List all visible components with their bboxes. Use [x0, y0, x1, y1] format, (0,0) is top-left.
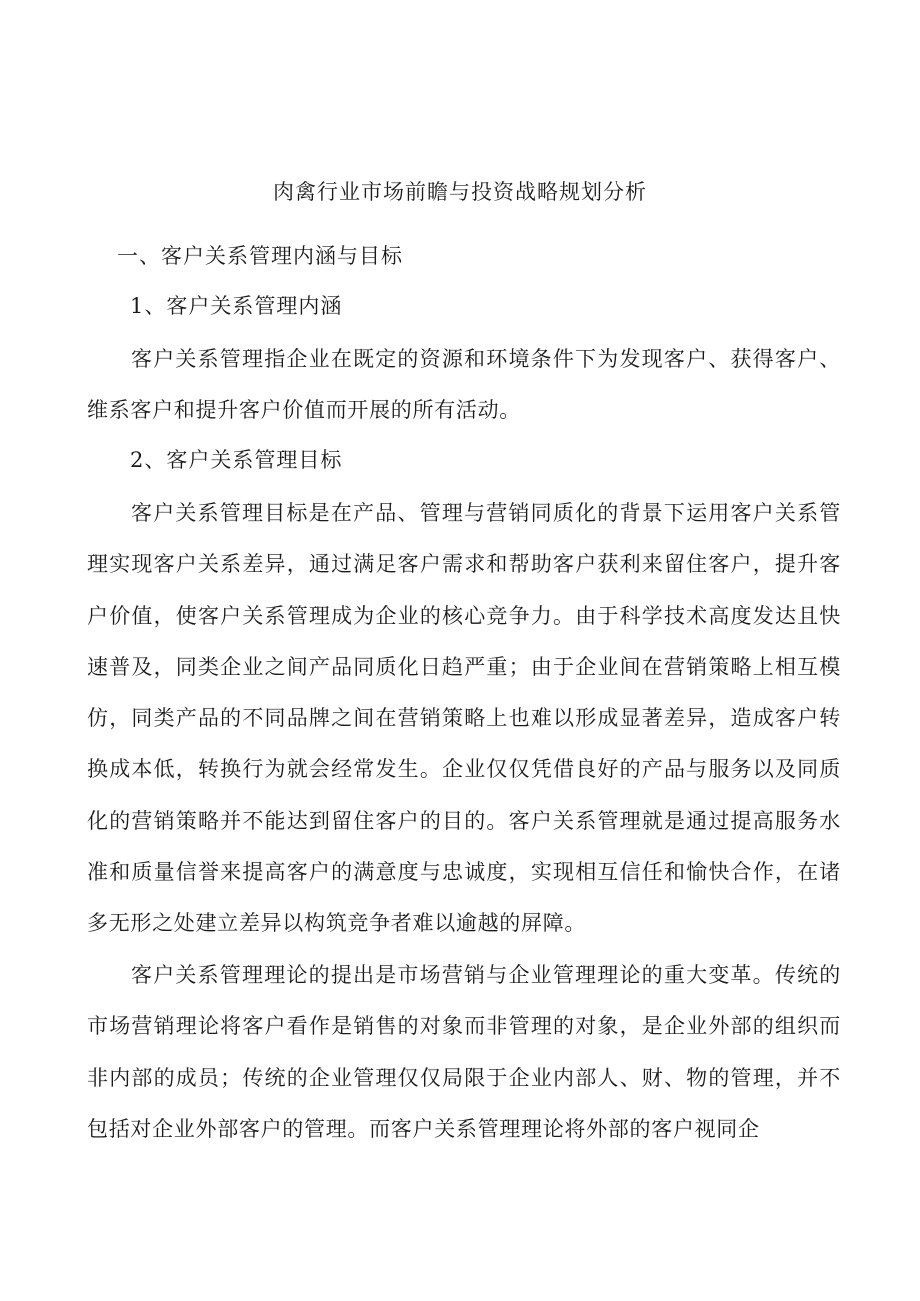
paragraph-definition: 客户关系管理指企业在既定的资源和环境条件下为发现客户、获得客户、维系客户和提升客户价值而开展的所有活动。 — [87, 347, 841, 423]
paragraph-theory: 客户关系管理理论的提出是市场营销与企业管理理论的重大变革。传统的市场营销理论将客户看作是销售的对象而非管理的对象，是企业外部的组织而非内部的成员；传统的企业管理仅仅局限于企业内部人、财、物的管理，并不包括对企业外部客户的管理。而客户关系管理理论将外部的客户视同企 — [87, 963, 841, 1141]
paragraph-objectives: 客户关系管理目标是在产品、管理与营销同质化的背景下运用客户关系管理实现客户关系差异，通过满足客户需求和帮助客户获利来留住客户，提升客户价值，使客户关系管理成为企业的核心竞争力。由于科学技术高度发达且快速普及，同类企业之间产品同质化日趋严重；由于企业间在营销策略上相互模仿，同类产品的不同品牌之间在营销策略上也难以形成显著差异，造成客户转换成本低，转换行为就会经常发生。企业仅仅凭借良好的产品与服务以及同质化的营销策略并不能达到留住客户的目的。客户关系管理就是通过提高服务水准和质量信誉来提高客户的满意度与忠诚度，实现相互信任和愉快合作，在诸多无形之处建立差异以构筑竞争者难以逾越的屏障。 — [87, 501, 841, 936]
document-title: 肉禽行业市场前瞻与投资战略规划分析 — [273, 180, 647, 204]
section-heading: 一、客户关系管理内涵与目标 — [117, 244, 403, 268]
subsection-heading-objectives: 2、客户关系管理目标 — [130, 448, 343, 472]
subsection-heading-definition: 1、客户关系管理内涵 — [130, 294, 343, 318]
